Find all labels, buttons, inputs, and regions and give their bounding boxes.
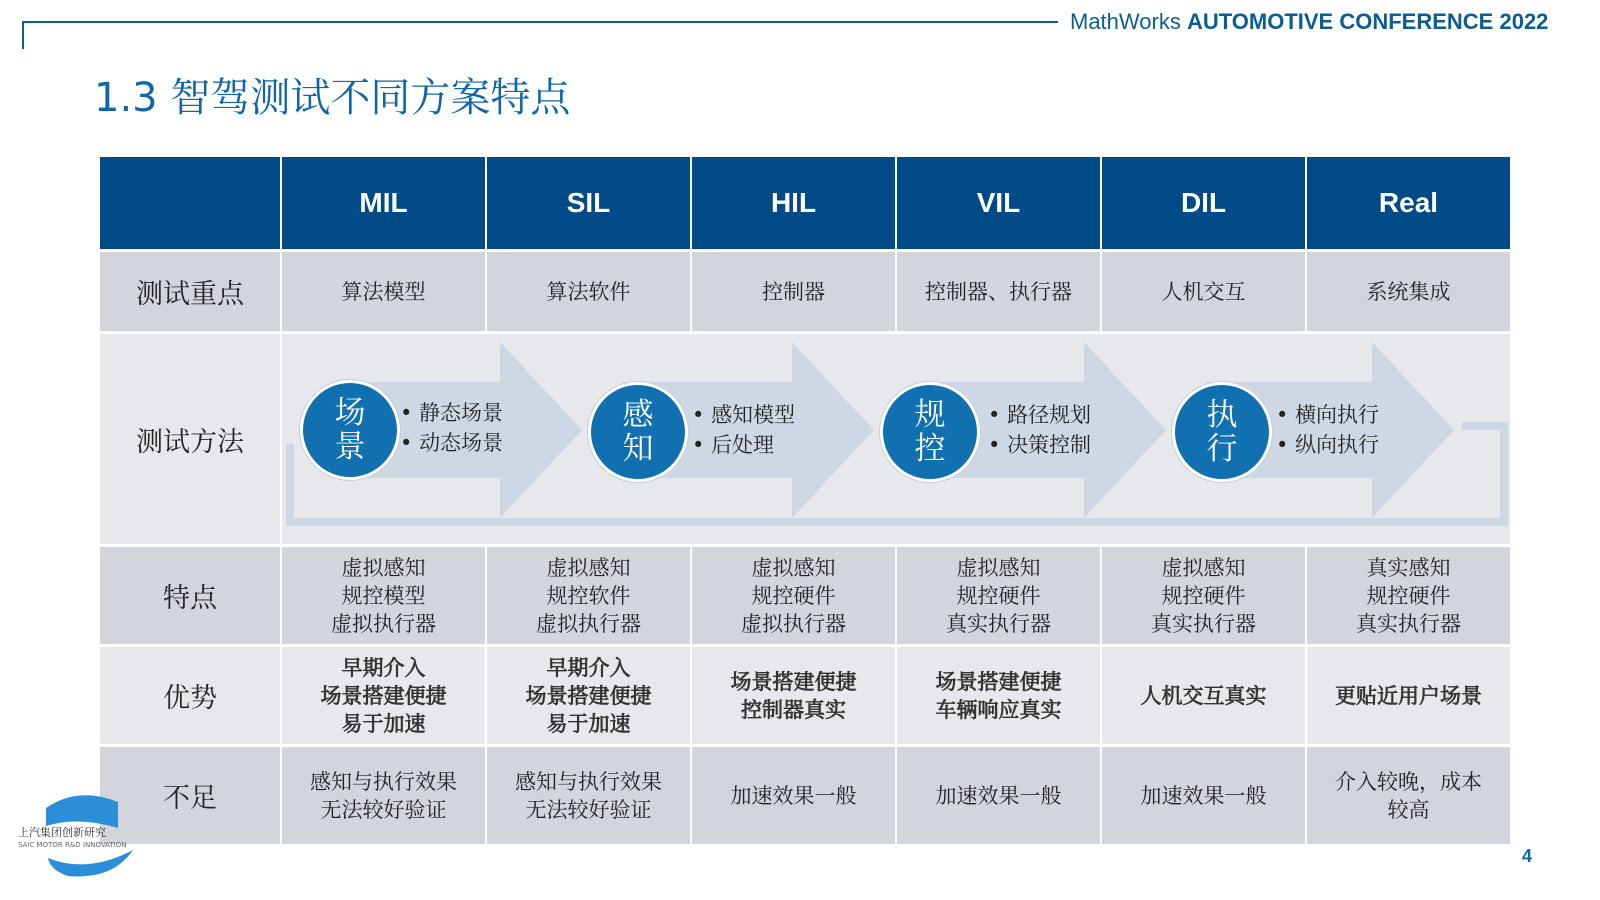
header-rule bbox=[22, 21, 1058, 23]
cell-line: 场景搭建便捷 bbox=[320, 683, 447, 708]
method-flow bbox=[282, 334, 1510, 544]
cell-line: 无法较好验证 bbox=[525, 797, 652, 822]
cell-line: 虚拟感知 bbox=[956, 555, 1041, 580]
circle-char: 行 bbox=[1206, 431, 1238, 467]
cell-line: 虚拟感知 bbox=[751, 555, 836, 580]
column-header: SIL bbox=[487, 157, 692, 249]
column-header: MIL bbox=[282, 157, 487, 249]
stage-bullets bbox=[692, 400, 795, 460]
bullet-item: • 纵向执行 bbox=[1276, 430, 1379, 460]
cell-line: 介入较晚，成本 bbox=[1335, 769, 1482, 794]
table-cell bbox=[897, 747, 1102, 844]
cell-line: 虚拟执行器 bbox=[741, 611, 846, 636]
cell-line: 规控硬件 bbox=[956, 583, 1041, 608]
table-cell: 算法软件 bbox=[487, 252, 692, 331]
header-corner-cell bbox=[100, 157, 282, 249]
table-cell: 控制器、执行器 bbox=[897, 252, 1102, 331]
bullet-item: • 静态场景 bbox=[400, 398, 503, 428]
cell-line: 规控软件 bbox=[546, 583, 631, 608]
row-label: 优势 bbox=[100, 647, 282, 744]
header-rule-vertical bbox=[22, 21, 24, 49]
circle-char: 场 bbox=[334, 395, 366, 431]
cell-line: 场景搭建便捷 bbox=[525, 683, 652, 708]
table-row-features bbox=[100, 547, 1510, 644]
svg-text:SAIC MOTOR R&D INNOVATION: SAIC MOTOR R&D INNOVATION bbox=[18, 841, 127, 849]
table-cell bbox=[282, 547, 487, 644]
bullet-item: • 路径规划 bbox=[988, 400, 1091, 430]
cell-line: 规控硬件 bbox=[1161, 583, 1246, 608]
table-row-focus bbox=[100, 252, 1510, 331]
bullet-item: • 感知模型 bbox=[692, 400, 795, 430]
table-cell bbox=[1102, 747, 1307, 844]
cell-line: 感知与执行效果 bbox=[515, 769, 662, 794]
circle-char: 感 bbox=[622, 397, 654, 433]
table-row-shortcomings bbox=[100, 747, 1510, 844]
table-cell bbox=[692, 747, 897, 844]
cell-line: 规控硬件 bbox=[1366, 583, 1451, 608]
cell-line: 加速效果一般 bbox=[1140, 783, 1267, 808]
cell-line: 真实感知 bbox=[1366, 555, 1451, 580]
cell-line: 控制器真实 bbox=[741, 697, 846, 722]
cell-line: 规控模型 bbox=[341, 583, 426, 608]
conference-name: AUTOMOTIVE CONFERENCE 2022 bbox=[1186, 9, 1549, 34]
conference-prefix: MathWorks bbox=[1070, 9, 1181, 34]
cell-line: 车辆响应真实 bbox=[935, 697, 1062, 722]
column-header: HIL bbox=[692, 157, 897, 249]
table-cell bbox=[1307, 747, 1510, 844]
cell-line: 加速效果一般 bbox=[730, 783, 857, 808]
table-row-advantages bbox=[100, 647, 1510, 744]
table-cell: 控制器 bbox=[692, 252, 897, 331]
table-cell bbox=[282, 747, 487, 844]
stage-bullets bbox=[400, 398, 503, 458]
cell-line: 较高 bbox=[1387, 797, 1430, 822]
table-cell bbox=[692, 647, 897, 744]
circle-char: 景 bbox=[334, 429, 366, 465]
cell-line: 早期介入 bbox=[341, 655, 426, 680]
logo-text: 上汽集团创新研究 bbox=[18, 826, 106, 839]
row-label: 测试方法 bbox=[100, 334, 282, 544]
cell-line: 易于加速 bbox=[546, 711, 631, 736]
company-logo bbox=[18, 790, 138, 880]
cell-line: 场景搭建便捷 bbox=[730, 669, 857, 694]
cell-line: 真实执行器 bbox=[1356, 611, 1461, 636]
cell-line: 人机交互真实 bbox=[1140, 683, 1267, 708]
cell-line: 更贴近用户场景 bbox=[1335, 683, 1482, 708]
stage-bullets bbox=[1276, 400, 1379, 460]
cell-line: 感知与执行效果 bbox=[310, 769, 457, 794]
cell-line: 真实执行器 bbox=[946, 611, 1051, 636]
circle-char: 知 bbox=[622, 431, 654, 467]
column-header: DIL bbox=[1102, 157, 1307, 249]
table-header-row bbox=[100, 157, 1510, 249]
cell-line: 易于加速 bbox=[341, 711, 426, 736]
cell-line: 真实执行器 bbox=[1151, 611, 1256, 636]
table-cell bbox=[487, 547, 692, 644]
table-row-method bbox=[100, 334, 1510, 544]
cell-line: 虚拟执行器 bbox=[536, 611, 641, 636]
page-number: 4 bbox=[1522, 846, 1533, 866]
cell-line: 早期介入 bbox=[546, 655, 631, 680]
stage-bullets bbox=[988, 400, 1091, 460]
bullet-item: • 后处理 bbox=[692, 430, 795, 460]
circle-char: 控 bbox=[914, 431, 946, 467]
circle-char: 规 bbox=[914, 397, 946, 433]
table-cell: 系统集成 bbox=[1307, 252, 1510, 331]
page-title: 1.3 智驾测试不同方案特点 bbox=[94, 75, 571, 121]
cell-line: 虚拟感知 bbox=[546, 555, 631, 580]
table-cell bbox=[1307, 547, 1510, 644]
table-cell: 人机交互 bbox=[1102, 252, 1307, 331]
cell-line: 虚拟执行器 bbox=[331, 611, 436, 636]
table-cell bbox=[897, 647, 1102, 744]
table-cell bbox=[1307, 647, 1510, 744]
cell-line: 无法较好验证 bbox=[320, 797, 447, 822]
table-cell bbox=[897, 547, 1102, 644]
circle-char: 执 bbox=[1206, 397, 1238, 433]
table-cell bbox=[487, 647, 692, 744]
bullet-item: • 横向执行 bbox=[1276, 400, 1379, 430]
logo-graphic bbox=[18, 790, 138, 880]
bullet-item: • 动态场景 bbox=[400, 428, 503, 458]
cell-line: 规控硬件 bbox=[751, 583, 836, 608]
cell-line: 虚拟感知 bbox=[341, 555, 426, 580]
cell-line: 加速效果一般 bbox=[935, 783, 1062, 808]
column-header: Real bbox=[1307, 157, 1510, 249]
table-cell bbox=[692, 547, 897, 644]
row-label: 不足 bbox=[100, 747, 282, 844]
stage-circle-planning bbox=[880, 382, 980, 482]
cell-line: 场景搭建便捷 bbox=[935, 669, 1062, 694]
stage-circle-scene bbox=[300, 380, 400, 480]
stage-circle-perception bbox=[588, 382, 688, 482]
table-cell bbox=[1102, 547, 1307, 644]
column-header: VIL bbox=[897, 157, 1102, 249]
table-cell bbox=[282, 647, 487, 744]
cell-line: 虚拟感知 bbox=[1161, 555, 1246, 580]
bullet-item: • 决策控制 bbox=[988, 430, 1091, 460]
table-cell bbox=[487, 747, 692, 844]
table-cell: 算法模型 bbox=[282, 252, 487, 331]
stage-circle-execution bbox=[1172, 382, 1272, 482]
table-cell bbox=[1102, 647, 1307, 744]
row-label: 特点 bbox=[100, 547, 282, 644]
row-label: 测试重点 bbox=[100, 252, 282, 331]
conference-banner bbox=[1070, 9, 1548, 35]
